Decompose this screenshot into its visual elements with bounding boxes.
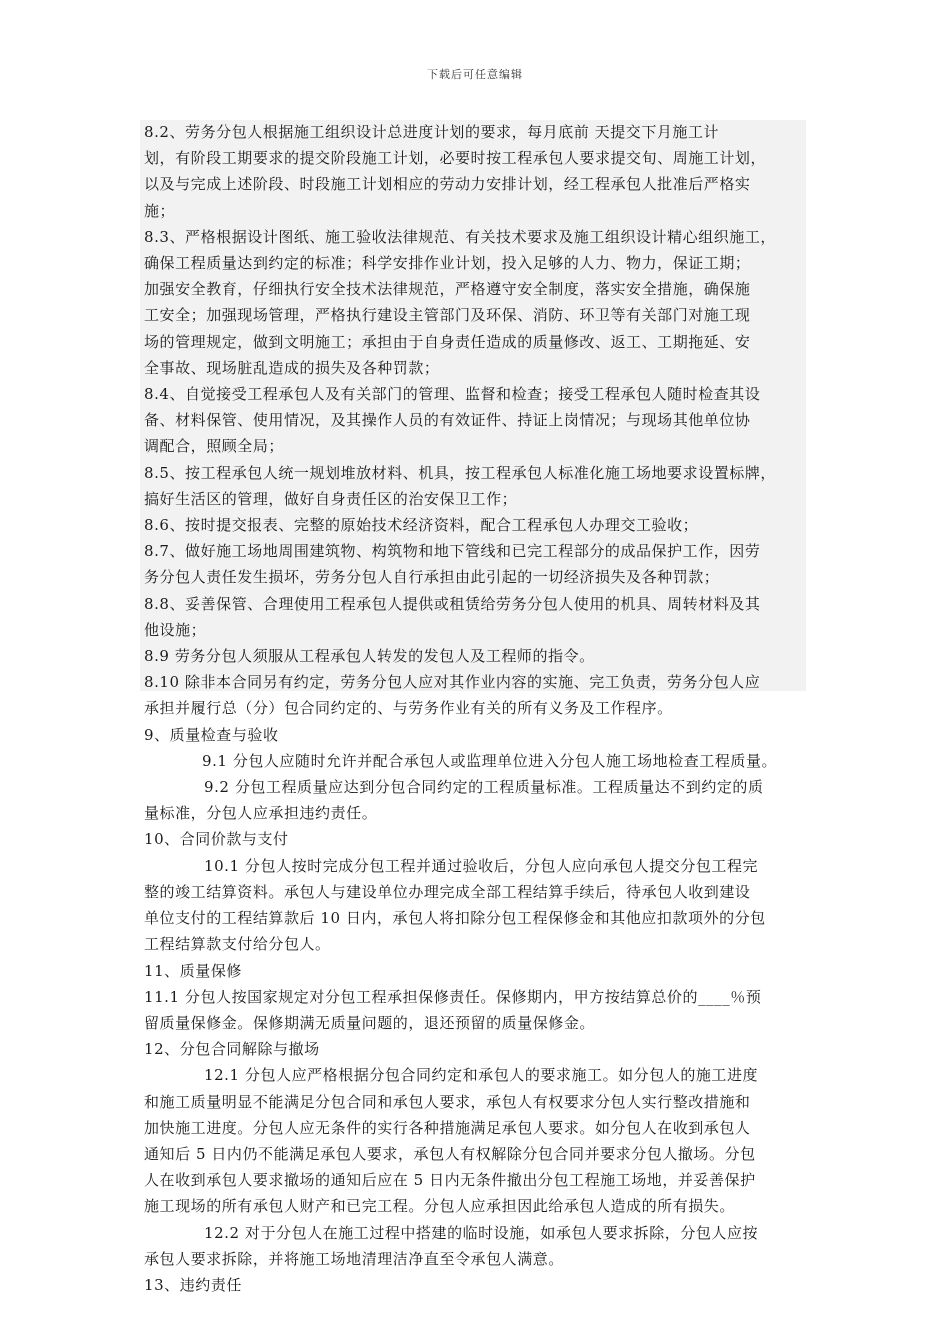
text-line: 通知后 5 日内仍不能满足承包人要求，承包人有权解除分包合同并要求分包人撤场。分包 (144, 1144, 756, 1163)
text-line: 工安全；加强现场管理，严格执行建设主管部门及环保、消防、环卫等有关部门对施工现 (144, 306, 751, 325)
page-header: 下载后可任意编辑 (427, 68, 523, 81)
text-line: 承包人要求拆除，并将施工场地清理洁净直至令承包人满意。 (144, 1249, 564, 1268)
text-line: 8.6、按时提交报表、完整的原始技术经济资料，配合工程承包人办理交工验收； (144, 516, 699, 535)
text-line: 12.1 分包人应严格根据分包合同约定和承包人的要求施工。如分包人的施工进度 (204, 1066, 759, 1085)
text-line: 调配合，照顾全局； (144, 437, 284, 456)
text-line: 8.8、妥善保管、合理使用工程承包人提供或租赁给劳务分包人使用的机具、周转材料及其 (144, 594, 761, 613)
text-line: 11.1 分包人按国家规定对分包工程承担保修责任。保修期内，甲方按结算总价的____％预 (144, 987, 762, 1006)
text-line: 9、质量检查与验收 (144, 725, 279, 744)
text-line: 10.1 分包人按时完成分包工程并通过验收后，分包人应向承包人提交分包工程完 (204, 856, 759, 875)
text-line: 单位支付的工程结算款后 10 日内，承包人将扣除分包工程保修金和其他应扣款项外的分包 (144, 909, 766, 928)
text-line: 8.9 劳务分包人须服从工程承包人转发的发包人及工程师的指令。 (144, 647, 595, 666)
text-line: 8.10 除非本合同另有约定，劳务分包人应对其作业内容的实施、完工负责，劳务分包人应 (144, 673, 761, 692)
text-line: 承担并履行总（分）包合同约定的、与劳务作业有关的所有义务及工作程序。 (144, 699, 673, 718)
text-line: 8.5、按工程承包人统一规划堆放材料、机具，按工程承包人标准化施工场地要求设置标牌， (144, 463, 776, 482)
text-line: 场的管理规定，做到文明施工；承担由于自身责任造成的质量修改、返工、工期拖延、安 (144, 332, 751, 351)
text-line: 整的竣工结算资料。承包人与建设单位办理完成全部工程结算手续后，待承包人收到建设 (144, 882, 751, 901)
text-line: 工程结算款支付给分包人。 (144, 935, 331, 954)
text-line: 人在收到承包人要求撤场的通知后应在 5 日内无条件撤出分包工程施工场地，并妥善保护 (144, 1171, 756, 1190)
text-line: 施； (144, 201, 176, 220)
text-line: 施工现场的所有承包人财产和已完工程。分包人应承担因此给承包人造成的所有损失。 (144, 1197, 735, 1216)
text-line: 留质量保修金。保修期满无质量问题的，退还预留的质量保修金。 (144, 1013, 595, 1032)
text-line: 备、材料保管、使用情况，及其操作人员的有效证件、持证上岗情况；与现场其他单位协 (144, 411, 751, 430)
text-line: 他设施； (144, 620, 207, 639)
text-line: 8.7、做好施工场地周围建筑物、构筑物和地下管线和已完工程部分的成品保护工作，因劳 (144, 542, 761, 561)
text-line: 和施工质量明显不能满足分包合同和承包人要求，承包人有权要求分包人实行整改措施和 (144, 1092, 751, 1111)
text-line: 划，有阶段工期要求的提交阶段施工计划，必要时按工程承包人要求提交旬、周施工计划， (144, 149, 767, 168)
text-line: 确保工程质量达到约定的标准；科学安排作业计划，投入足够的人力、物力，保证工期； (144, 254, 751, 273)
text-line: 量标准，分包人应承担违约责任。 (144, 804, 378, 823)
text-line: 12、分包合同解除与撤场 (144, 1040, 320, 1059)
text-line: 全事故、现场脏乱造成的损失及各种罚款； (144, 358, 440, 377)
text-line: 10、合同价款与支付 (144, 830, 289, 849)
text-line: 8.3、严格根据设计图纸、施工验收法律规范、有关技术要求及施工组织设计精心组织施工， (144, 227, 776, 246)
text-line: 8.2、劳务分包人根据施工组织设计总进度计划的要求，每月底前 天提交下月施工计 (144, 123, 720, 141)
text-line: 9.1 分包人应随时允许并配合承包人或监理单位进入分包人施工场地检查工程质量。 (202, 751, 778, 770)
text-line: 12.2 对于分包人在施工过程中搭建的临时设施，如承包人要求拆除，分包人应按 (204, 1223, 759, 1242)
text-line: 加强安全教育，仔细执行安全技术法律规范，严格遵守安全制度，落实安全措施，确保施 (144, 280, 751, 299)
text-line: 以及与完成上述阶段、时段施工计划相应的劳动力安排计划，经工程承包人批准后严格实 (144, 175, 751, 194)
text-line: 搞好生活区的管理，做好自身责任区的治安保卫工作； (144, 489, 518, 508)
document-body (144, 119, 816, 1298)
text-line: 加快施工进度。分包人应无条件的实行各种措施满足承包人要求。如分包人在收到承包人 (144, 1118, 751, 1137)
text-line: 务分包人责任发生损坏，劳务分包人自行承担由此引起的一切经济损失及各种罚款； (144, 568, 720, 587)
text-line: 13、违约责任 (144, 1275, 242, 1294)
text-line: 11、质量保修 (144, 961, 242, 980)
text-line: 9.2 分包工程质量应达到分包合同约定的工程质量标准。工程质量达不到约定的质 (204, 778, 764, 797)
text-line: 8.4、自觉接受工程承包人及有关部门的管理、监督和检查；接受工程承包人随时检查其设 (144, 385, 761, 404)
